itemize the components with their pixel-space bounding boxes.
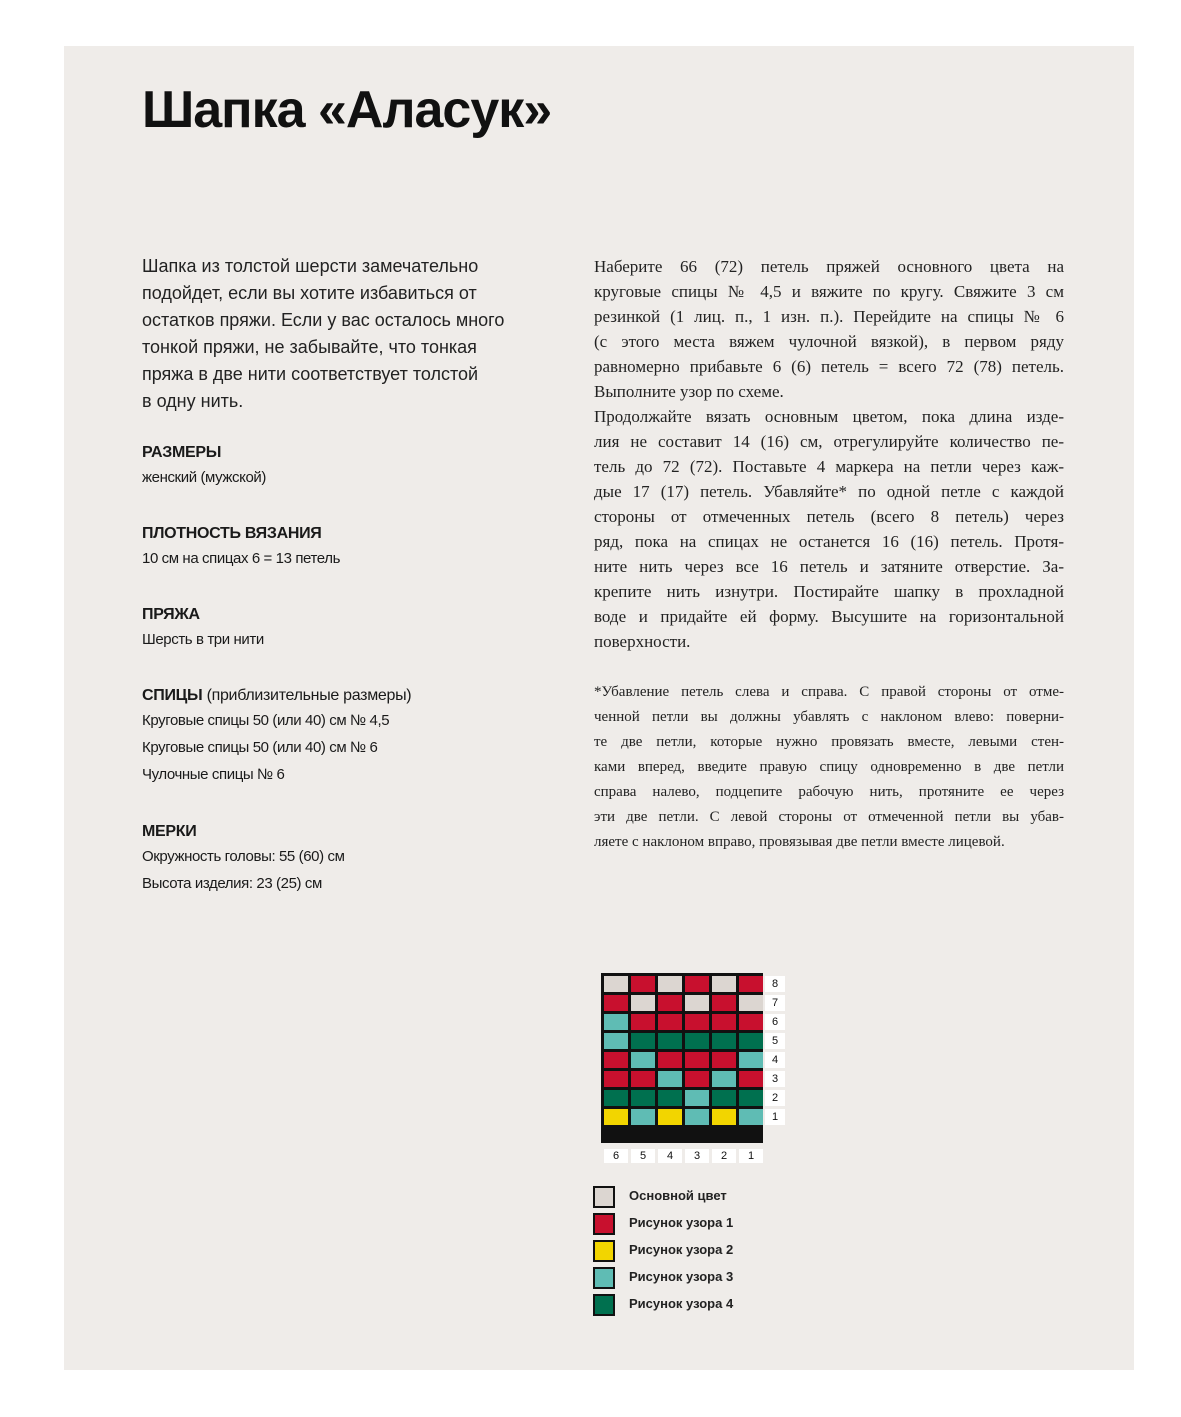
legend-label: Рисунок узора 2 (629, 1242, 734, 1257)
chart-cell (631, 995, 655, 1011)
spec-heading (142, 823, 562, 848)
page (64, 46, 1134, 1370)
footnote-line: *Убавление петель слева и справа. С правой стороны от отме- (594, 684, 1064, 700)
instructions-line: тель до 72 (72). Поставьте 4 маркера на петли через каж- (594, 457, 1064, 476)
chart-cell (739, 995, 763, 1011)
chart-cell (658, 995, 682, 1011)
footnote-line: эти две петли. С левой стороны от отмеченной петли вы убав- (594, 809, 1064, 825)
spec-heading-label: МЕРКИ (142, 823, 197, 840)
spec-line: Окружность головы: 55 (60) см (142, 848, 345, 865)
chart-cell (739, 1090, 763, 1106)
footnote-line: справа налево, подцепите рабочую нить, протяните ее через (594, 784, 1064, 800)
chart-cell (631, 1071, 655, 1087)
legend-swatch (593, 1267, 615, 1289)
spec-block (142, 606, 562, 658)
chart-column-number: 1 (739, 1149, 763, 1163)
spec-heading-label: ПРЯЖА (142, 606, 200, 623)
spec-heading (142, 525, 562, 550)
spec-heading (142, 444, 562, 469)
footnote-line: ками вперед, введите правую спицу одновременно в две петли (594, 759, 1064, 775)
chart-cell (712, 976, 736, 992)
chart-cell (604, 976, 628, 992)
chart-cell (739, 1052, 763, 1068)
chart-cell (712, 1033, 736, 1049)
chart-cell (685, 1052, 709, 1068)
intro-line: тонкой пряжи, не забывайте, что тонкая (142, 337, 477, 357)
chart-cell (604, 1071, 628, 1087)
chart-cell (604, 1090, 628, 1106)
legend-label: Рисунок узора 4 (629, 1296, 734, 1311)
chart-cell (685, 976, 709, 992)
footnote-line: те две петли, которые нужно провязать вместе, левыми стен- (594, 734, 1064, 750)
instructions-line: (с этого места вяжем чулочной вязкой), в первом ряду (594, 332, 1064, 351)
chart-cell (739, 1109, 763, 1125)
instructions-line: дые 17 (17) петель. Убавляйте* по одной петле с каждой (594, 482, 1064, 501)
intro-line: Шапка из толстой шерсти замечательно (142, 256, 479, 276)
spec-line: Круговые спицы 50 (или 40) см № 6 (142, 739, 378, 756)
legend-label: Рисунок узора 3 (629, 1269, 734, 1284)
footnote-line: ляете с наклоном вправо, провязывая две петли вместе лицевой. (594, 834, 1005, 850)
chart-cell (604, 1052, 628, 1068)
chart-row-number: 5 (765, 1033, 785, 1049)
instructions-line: крепите нить изнутри. Постирайте шапку в прохладной (594, 582, 1064, 601)
chart-row-number: 4 (765, 1052, 785, 1068)
instructions-line: ните нить через все 16 петель и затяните отверстие. За- (594, 557, 1064, 576)
footnote-text (594, 680, 1064, 855)
spec-block (142, 525, 562, 577)
spec-block (142, 823, 562, 902)
chart-cell (631, 1033, 655, 1049)
chart-cell (685, 1033, 709, 1049)
spec-heading-note: (приблизительные размеры) (202, 687, 412, 704)
chart-row-number: 3 (765, 1071, 785, 1087)
spec-heading-label: РАЗМЕРЫ (142, 444, 222, 461)
chart-cell (658, 1052, 682, 1068)
chart-row-number: 6 (765, 1014, 785, 1030)
legend-swatch (593, 1213, 615, 1235)
instructions-line: Продолжайте вязать основным цветом, пока длина изде- (594, 407, 1064, 426)
spec-line: Шерсть в три нити (142, 631, 264, 648)
chart-cell (685, 1071, 709, 1087)
chart-cell (712, 995, 736, 1011)
intro-text (142, 253, 542, 415)
spec-line: Высота изделия: 23 (25) см (142, 875, 322, 892)
instructions-line: поверхности. (594, 632, 691, 651)
chart-cell (658, 1090, 682, 1106)
chart-cell (604, 995, 628, 1011)
chart-row-number: 8 (765, 976, 785, 992)
chart-cell (712, 1109, 736, 1125)
chart-cell (685, 1014, 709, 1030)
instructions-line: воде и придайте ей форму. Высушите на горизонтальной (594, 607, 1064, 626)
page-title: Шапка «Аласук» (142, 81, 552, 139)
spec-block (142, 687, 562, 793)
chart-cell (685, 1109, 709, 1125)
instructions-line: круговые спицы № 4,5 и вяжите по кругу. Свяжите 3 см (594, 282, 1064, 301)
chart-cell (631, 1052, 655, 1068)
legend-swatch (593, 1240, 615, 1262)
chart-cell (658, 1033, 682, 1049)
chart-row-number: 1 (765, 1109, 785, 1125)
legend-label: Основной цвет (629, 1188, 727, 1203)
chart-cell (685, 1090, 709, 1106)
chart-cell (604, 1014, 628, 1030)
intro-line: подойдет, если вы хотите избавиться от (142, 283, 477, 303)
spec-block (142, 444, 562, 496)
instructions-line: стороны от отмеченных петель (всего 8 петель) через (594, 507, 1064, 526)
spec-line: 10 см на спицах 6 = 13 петель (142, 550, 340, 567)
chart-cell (739, 1014, 763, 1030)
instructions-line: лия не составит 14 (16) см, отрегулируйте количество пе- (594, 432, 1064, 451)
instructions-line: Наберите 66 (72) петель пряжей основного цвета на (594, 257, 1064, 276)
spec-heading (142, 687, 562, 712)
intro-line: в одну нить. (142, 391, 244, 411)
chart-cell (604, 1033, 628, 1049)
chart-cell (712, 1014, 736, 1030)
chart-column-number: 3 (685, 1149, 709, 1163)
spec-heading-label: ПЛОТНОСТЬ ВЯЗАНИЯ (142, 525, 322, 542)
instructions-line: Выполните узор по схеме. (594, 382, 784, 401)
chart-cell (631, 1014, 655, 1030)
instructions-text (594, 254, 1064, 654)
legend-swatch (593, 1186, 615, 1208)
chart-cell (712, 1071, 736, 1087)
chart-cell (685, 995, 709, 1011)
chart-cell (658, 1071, 682, 1087)
chart-cell (739, 1033, 763, 1049)
chart-cell (631, 976, 655, 992)
spec-heading-label: СПИЦЫ (142, 687, 203, 704)
intro-line: остатков пряжи. Если у вас осталось много (142, 310, 505, 330)
intro-line: пряжа в две нити соответствует толстой (142, 364, 479, 384)
chart-row-number: 7 (765, 995, 785, 1011)
spec-line: Чулочные спицы № 6 (142, 766, 285, 783)
chart-cell (712, 1090, 736, 1106)
chart-column-number: 6 (604, 1149, 628, 1163)
chart-row-number: 2 (765, 1090, 785, 1106)
chart-cell (658, 976, 682, 992)
footnote-line: ченной петли вы должны убавлять с наклоном влево: поверни- (594, 709, 1064, 725)
instructions-line: равномерно прибавьте 6 (6) петель = всего 72 (78) петель. (594, 357, 1064, 376)
legend-swatch (593, 1294, 615, 1316)
chart-grid (601, 973, 763, 1143)
chart-column-number: 2 (712, 1149, 736, 1163)
chart-cell (712, 1052, 736, 1068)
instructions-line: ряд, пока на спицах не останется 16 (16) петель. Протя- (594, 532, 1064, 551)
chart-cell (658, 1109, 682, 1125)
chart-cell (658, 1014, 682, 1030)
chart-column-number: 4 (658, 1149, 682, 1163)
chart-cell (604, 1109, 628, 1125)
chart-column-number: 5 (631, 1149, 655, 1163)
chart-cell (739, 1071, 763, 1087)
spec-line: Круговые спицы 50 (или 40) см № 4,5 (142, 712, 390, 729)
spec-line: женский (мужской) (142, 469, 266, 486)
spec-heading (142, 606, 562, 631)
instructions-line: резинкой (1 лиц. п., 1 изн. п.). Перейдите на спицы № 6 (594, 307, 1064, 326)
chart-cell (631, 1109, 655, 1125)
legend-label: Рисунок узора 1 (629, 1215, 734, 1230)
chart-cell (631, 1090, 655, 1106)
chart-cell (739, 976, 763, 992)
